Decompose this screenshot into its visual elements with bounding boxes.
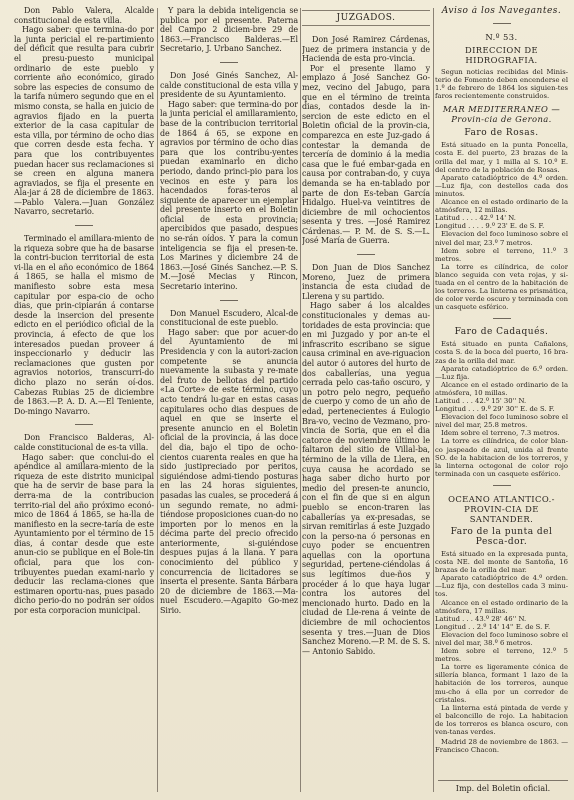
separator-line bbox=[220, 300, 238, 301]
faro-cadaques-details bbox=[435, 340, 568, 478]
faro-line: Elevacion del foco luminoso sobre el nivel del mar, 23.º 7 metros. bbox=[435, 230, 568, 247]
column-1 bbox=[14, 6, 154, 794]
faro-line: Está situado en punta Cañalons, costa S. de la boca del puerto, 16 bra-zas de la orilla del mar. bbox=[435, 340, 568, 365]
faro-line: Idem sobre el terreno, 12.º 5 metros. bbox=[435, 647, 568, 664]
faro-line: Latitud . . . 43.º 28' 46'' N. bbox=[435, 614, 527, 623]
separator-line bbox=[493, 23, 511, 24]
notice-date-signature: Madrid 28 de noviembre de 1863. —Francisco Chacon. bbox=[435, 738, 568, 755]
faro-title-pescador: Faro de la punta del Pesca-dor. bbox=[450, 526, 553, 547]
section-title-navegantes: Aviso á los Navegantes. bbox=[441, 6, 562, 16]
announcement-jose-ramirez-cardenas bbox=[302, 35, 430, 246]
faro-line: La linterna está pintada de verde y el balconcillo de rojo. La habitacion de los torreros es blanca oscuro, con ven-tanas verdes. bbox=[435, 703, 568, 736]
sea-title-mediterraneo: MAR MEDITERRANEO — Provin-cia de Gerona. bbox=[442, 104, 561, 125]
column-3 bbox=[302, 6, 430, 794]
faro-line: La torre es cilíndrica, de color blan-co jaspeado de azul, unida al frente SO. de la habitacion de los torreros, y la linterna octogonal de color rojo terminada con un casquete esférico. bbox=[435, 437, 568, 478]
announcement-body: Hago saber á los alcaldes constitucionales y demas au-toridades de esta provincia: que en mi Juzgado y por an-te el infrascrito escribano se sigue causa criminal en ave-riguacion del autor ó autores del hurto de dos caballerías, una yegua cerrada pelo cas-taño oscuro, y un potro pelo negro, pequeño de cuerpo y como de un año de edad, pertenecientes á Eulogio Bra-vo, vecino de Vezmano, pro-vincia de Soria, que en el dia catorce de noviembre último le faltaron del sitio de Villal-ba, término de la villa de Llera, en cuya causa he acordado se haga saber dicho hurto por medio del presen-te anuncio, con el fin de que si en algun pueblo se encon-traren las caballerías ya ex-presadas, se sirvan remitirlas á este Juzgado con la perso-na ó personas en cuyo poder se encuentren aquellas con la oportuna seguridad, pertene-ciéndolas á sus legítimos due-ños y procéder á lo que haya lugar contra los autores del mencionado hurto. Dado en la ciudad de Lle-rena á veinte de diciembre de mil ochocientos sesenta y tres.—Juan de Dios Sanchez Moreno.—P. M. de S. S.— Antonio Sabido. bbox=[302, 301, 430, 656]
faro-line: Elevacion del foco luminoso sobre el nivel del mar, 38.º 6 metros. bbox=[435, 630, 568, 647]
announcement-head: Don Pablo Valera, Alcalde constitucional de esta villa. bbox=[14, 6, 154, 25]
faro-title-cadaques: Faro de Cadaqués. bbox=[454, 327, 549, 338]
announcement-body: Y para la debida inteligencia se publica por el presente. Paterna del Campo 2 diciem-bre 29 de 1863.—Francisco Balderas.—El Secretario, J. Urbano Sanchez. bbox=[160, 6, 298, 54]
announcement-head: Don José Ginés Sanchez, Al-calde constitucional de esta villa y presidente de su Ayuntamiento. bbox=[160, 70, 298, 100]
announcement-head: Don Manuel Escudero, Alcal-de constitucional de este pueblo. bbox=[160, 308, 298, 328]
announcement-body: Hago saber: que termina-do por la junta pericial el re-partimiento del déficit que resulta para cubrir el presu-puesto municipal ordinario de este pueblo y corriente año económico, girado sobre las especies de consumo de la tarifa número segundo que en el mismo consta, se halla en juicio de agravios fijado en la puerta exterior de la casa capitular de esta villa, por término de ocho dias que corren desde esta fecha. Y para que los contribuyentes puedan hacer sus reclamaciones si se creen en alguna manera agraviados, se fija el presente en Ala-jar á 28 de diciembre de 1863.—Pablo Valera.—Juan González Navarro, secretario. bbox=[14, 25, 154, 217]
announcement-manuel-escudero bbox=[160, 309, 298, 616]
faro-line: Alcance en el estado ordinario de la atmósfera, 12 millas. bbox=[435, 198, 568, 215]
column-2 bbox=[160, 6, 298, 794]
separator-line bbox=[357, 254, 375, 255]
announcement-continuation bbox=[160, 6, 298, 54]
department-title: DIRECCION DE HIDROGRAFIA. bbox=[464, 45, 539, 65]
column-rule bbox=[300, 8, 301, 792]
separator-line bbox=[75, 424, 93, 425]
faro-line: Aparato catadióptrico de 4.º orden.—Luz fija, con destellos cada dos minutos. bbox=[435, 173, 568, 198]
faro-line: La torre es cilíndrica, de color blanco seguida con veta rojas, y si-tuada en el centro de la habitación de los torreros. La linterna es prismática, de color verde oscuro y terminada con un casquete esférico. bbox=[435, 262, 568, 312]
separator-line bbox=[493, 485, 511, 486]
announcement-juan-de-dios-sanchez bbox=[302, 263, 430, 656]
notice-number: N.º 53. bbox=[485, 32, 518, 42]
announcement-body: Hago saber: que conclui-do el apéndice al amillara-miento de la riqueza de este distrito municipal que ha de servir de base para la derra-ma de la contribucion territo-rial del año próximo econó-mico de 1864 á 1865, se ha-lla de manifiesto en la secre-taría de este Ayuntamiento por el término de 15 dias, á contar desde que este anun-cio se publique en el Bole-tin oficial, para que los con-tribuyentes puedan exami-narlo y deducir las reclama-ciones que estimaren oportu-nas, pues pasado dicho perio-do no podrán ser oídos por esta corporacion municipal. bbox=[14, 452, 154, 616]
faro-line: Idem sobre el terreno, 7.3 metros. bbox=[441, 429, 560, 438]
faro-line: Longitud . . . 9.º 29' 30'' E. de S. F. bbox=[435, 405, 555, 414]
faro-line: Está situado en la punta Poncella, costa E. del puerto, 23 brazas de la orilla del mar, y 1 milla al S. 10.º E. del centro de la población de Rosas. bbox=[435, 141, 568, 174]
separator-line bbox=[493, 318, 511, 319]
faro-line: Longitud . . 2.º 14' 14'' E. de S. F. bbox=[435, 622, 551, 631]
faro-rosas-details bbox=[435, 141, 568, 311]
faro-line: Aparato catadióptrico de 6.º orden. —Luz fija. bbox=[435, 364, 568, 381]
announcement-body: Hago saber: que por acuer-do del Ayuntamiento de mi Presidencia y con la autori-zacion competente se anuncia nuevamente la subasta y re-mate del fruto de bellotas del partido «La Corte» de este término, cuyo acto tendrá lu-gar en estas casas capitulares ocho dias despues de aquel en que se inserte el presente anuncio en el Boletin oficial de la provincia, á las doce del dia, bajo el tipo de ocho-cientos cuarenta reales en que ha sido justipreciado por peritos, siguiéndose admi-tiendo posturas en las 24 horas siguientes, pasadas las cuales, se procederá á un segundo remate, no admi-tiéndose proposiciones cuan-do no importen por lo menos en la décima parte del precio ofrecido anteriormente, si-guiéndose despues pujas á la llana. Y para conocimiento del público y concurrencia de licitadores se inserta el presente. Santa Bárbara 20 de diciembre de 1863.—Ma-nuel Escudero.—Agapito Go-mez Sirio. bbox=[160, 327, 298, 616]
sea-title-atlantico: OCEANO ATLANTICO.-PROVIN-CIA DE SANTANDER. bbox=[448, 493, 555, 524]
faro-line: Está situado en la expresada punta, costa NE. del monte de Santoña, 16 brazas de la orilla del mar. bbox=[435, 549, 568, 575]
column-4 bbox=[435, 6, 568, 794]
faro-pescador-details bbox=[435, 550, 568, 736]
announcement-head: Don Francisco Balderas, Al-calde constitucional de es-ta villa. bbox=[14, 433, 154, 452]
faro-line: Idem sobre el terreno, 11.º 3 metros. bbox=[435, 246, 568, 263]
faro-line: Alcance en el estado ordinario de la atmósfera, 10 millas. bbox=[435, 380, 568, 397]
separator-line bbox=[75, 225, 93, 226]
faro-line: Latitud . . . . 42.º 14' N. bbox=[435, 214, 516, 223]
announcement-head: Don Juan de Dios Sanchez Moreno, Juez de primera instancia de esta ciudad de Llerena y su partido. bbox=[302, 263, 430, 301]
announcement-jose-gines-sanchez bbox=[160, 71, 298, 292]
announcement-head: Don José Ramirez Cárdenas, Juez de primera instancia y de Hacienda de esta pro-vincia. bbox=[302, 35, 430, 64]
separator-line bbox=[220, 62, 238, 63]
faro-line: La torre es ligeramente cónica de sillería blanca, formant 1 lazo de la habitación de los torreros, aunque mu-cho á ella por un corredor de cristales. bbox=[435, 663, 568, 704]
announcement-body: Hago saber: que termina-do por la junta pericial el amillaramiento, base de la contribucion territorial de 1864 á 65, se expone en agravios por término de ocho dias para que los contribu-yentes puedan examinarlo en dicho periodo, dando princi-pio para los vecinos en este y para los hacendados foras-teros al siguiente de aparecer un ejemplar del presente inserto en el Boletin oficial de esta provincia; apercibidos que pasado, despues no se-rán oídos. Y para la comun inteligencia se fija el presen-te. Los Marines y diciembre 24 de 1863.—José Ginés Sanchez.—P. S. M.—José Mecias y Rincon, Secretario interino. bbox=[160, 99, 298, 292]
announcement-cabezas-rubias bbox=[14, 234, 154, 416]
printer-footer: Imp. del Boletin oficial. bbox=[438, 780, 568, 794]
column-rule bbox=[157, 8, 158, 792]
faro-title-rosas: Faro de Rosas. bbox=[464, 128, 539, 139]
notice-intro: Segun noticias recibidas del Minis-terio de Fomento deben encenderse el 1.º de febrero de 1864 los siguien-tes faros recientemente construidos. bbox=[435, 68, 568, 101]
column-rule bbox=[433, 8, 434, 792]
faro-line: Latitud . . . 42.º 15' 30'' N. bbox=[435, 397, 527, 405]
announcement-francisco-balderas bbox=[14, 433, 154, 615]
section-title-juzgados: JUZGADOS. bbox=[302, 10, 430, 26]
faro-line: Aparato catadióptrico de 4.º orden. —Luz fija, con destellos cada 3 minu-tos. bbox=[435, 574, 568, 599]
announcement-head: Terminado el amillara-miento de la riqueza sobre que ha de basarse la contri-bucion territorial de esta vi-lla en el año económico de 1864 á 1865, se halla el mismo de manifiesto sobre esta mesa capitular por espa-cio de ocho dias, que prin-cipiarán á contarse desde la insercion del presente edicto en el periódico oficial de la provincia, á efecto de que los interesados puedan proveer á inspeccionarlo y deducir las reclamaciones que gusten por agravios notorios, transcurri-do dicho plazo no serán oí-dos. Cabezas Rubias 25 de diciembre de 1863.—P. A. D. A.—El Teniente, Do-mingo Navarro. bbox=[14, 234, 154, 416]
announcement-body: Por el presente llamo y emplazo á José Sanchez Go-mez, vecino del Jabugo, para que en el término de treinta dias, contados desde la in-sercion de este edicto en el Boletin oficial de la provin-cia, comparezca en este Juz-gado á contestar la demanda de tercería de dominio á la media casa que le fué embar-gada en causa por contraban-do, y cuya demanda se ha en-tablado por parte de don Es-teban García Hidalgo. Huel-va veintitres de diciembre de mil ochocientos sesenta y tres. —José Ramirez Cárdenas.— P. M. de S. S.—L. José María de Guerra. bbox=[302, 63, 430, 246]
faro-line: Alcance en el estado ordinario de la atmósfera, 17 millas. bbox=[435, 598, 568, 615]
faro-line: Elevacion del foco luminoso sobre el nivel del mar, 25.8 metros. bbox=[435, 413, 568, 430]
announcement-pablo-valera bbox=[14, 6, 154, 217]
faro-line: Longitud . . . . 9.º 23' E. de S. F. bbox=[435, 222, 545, 231]
